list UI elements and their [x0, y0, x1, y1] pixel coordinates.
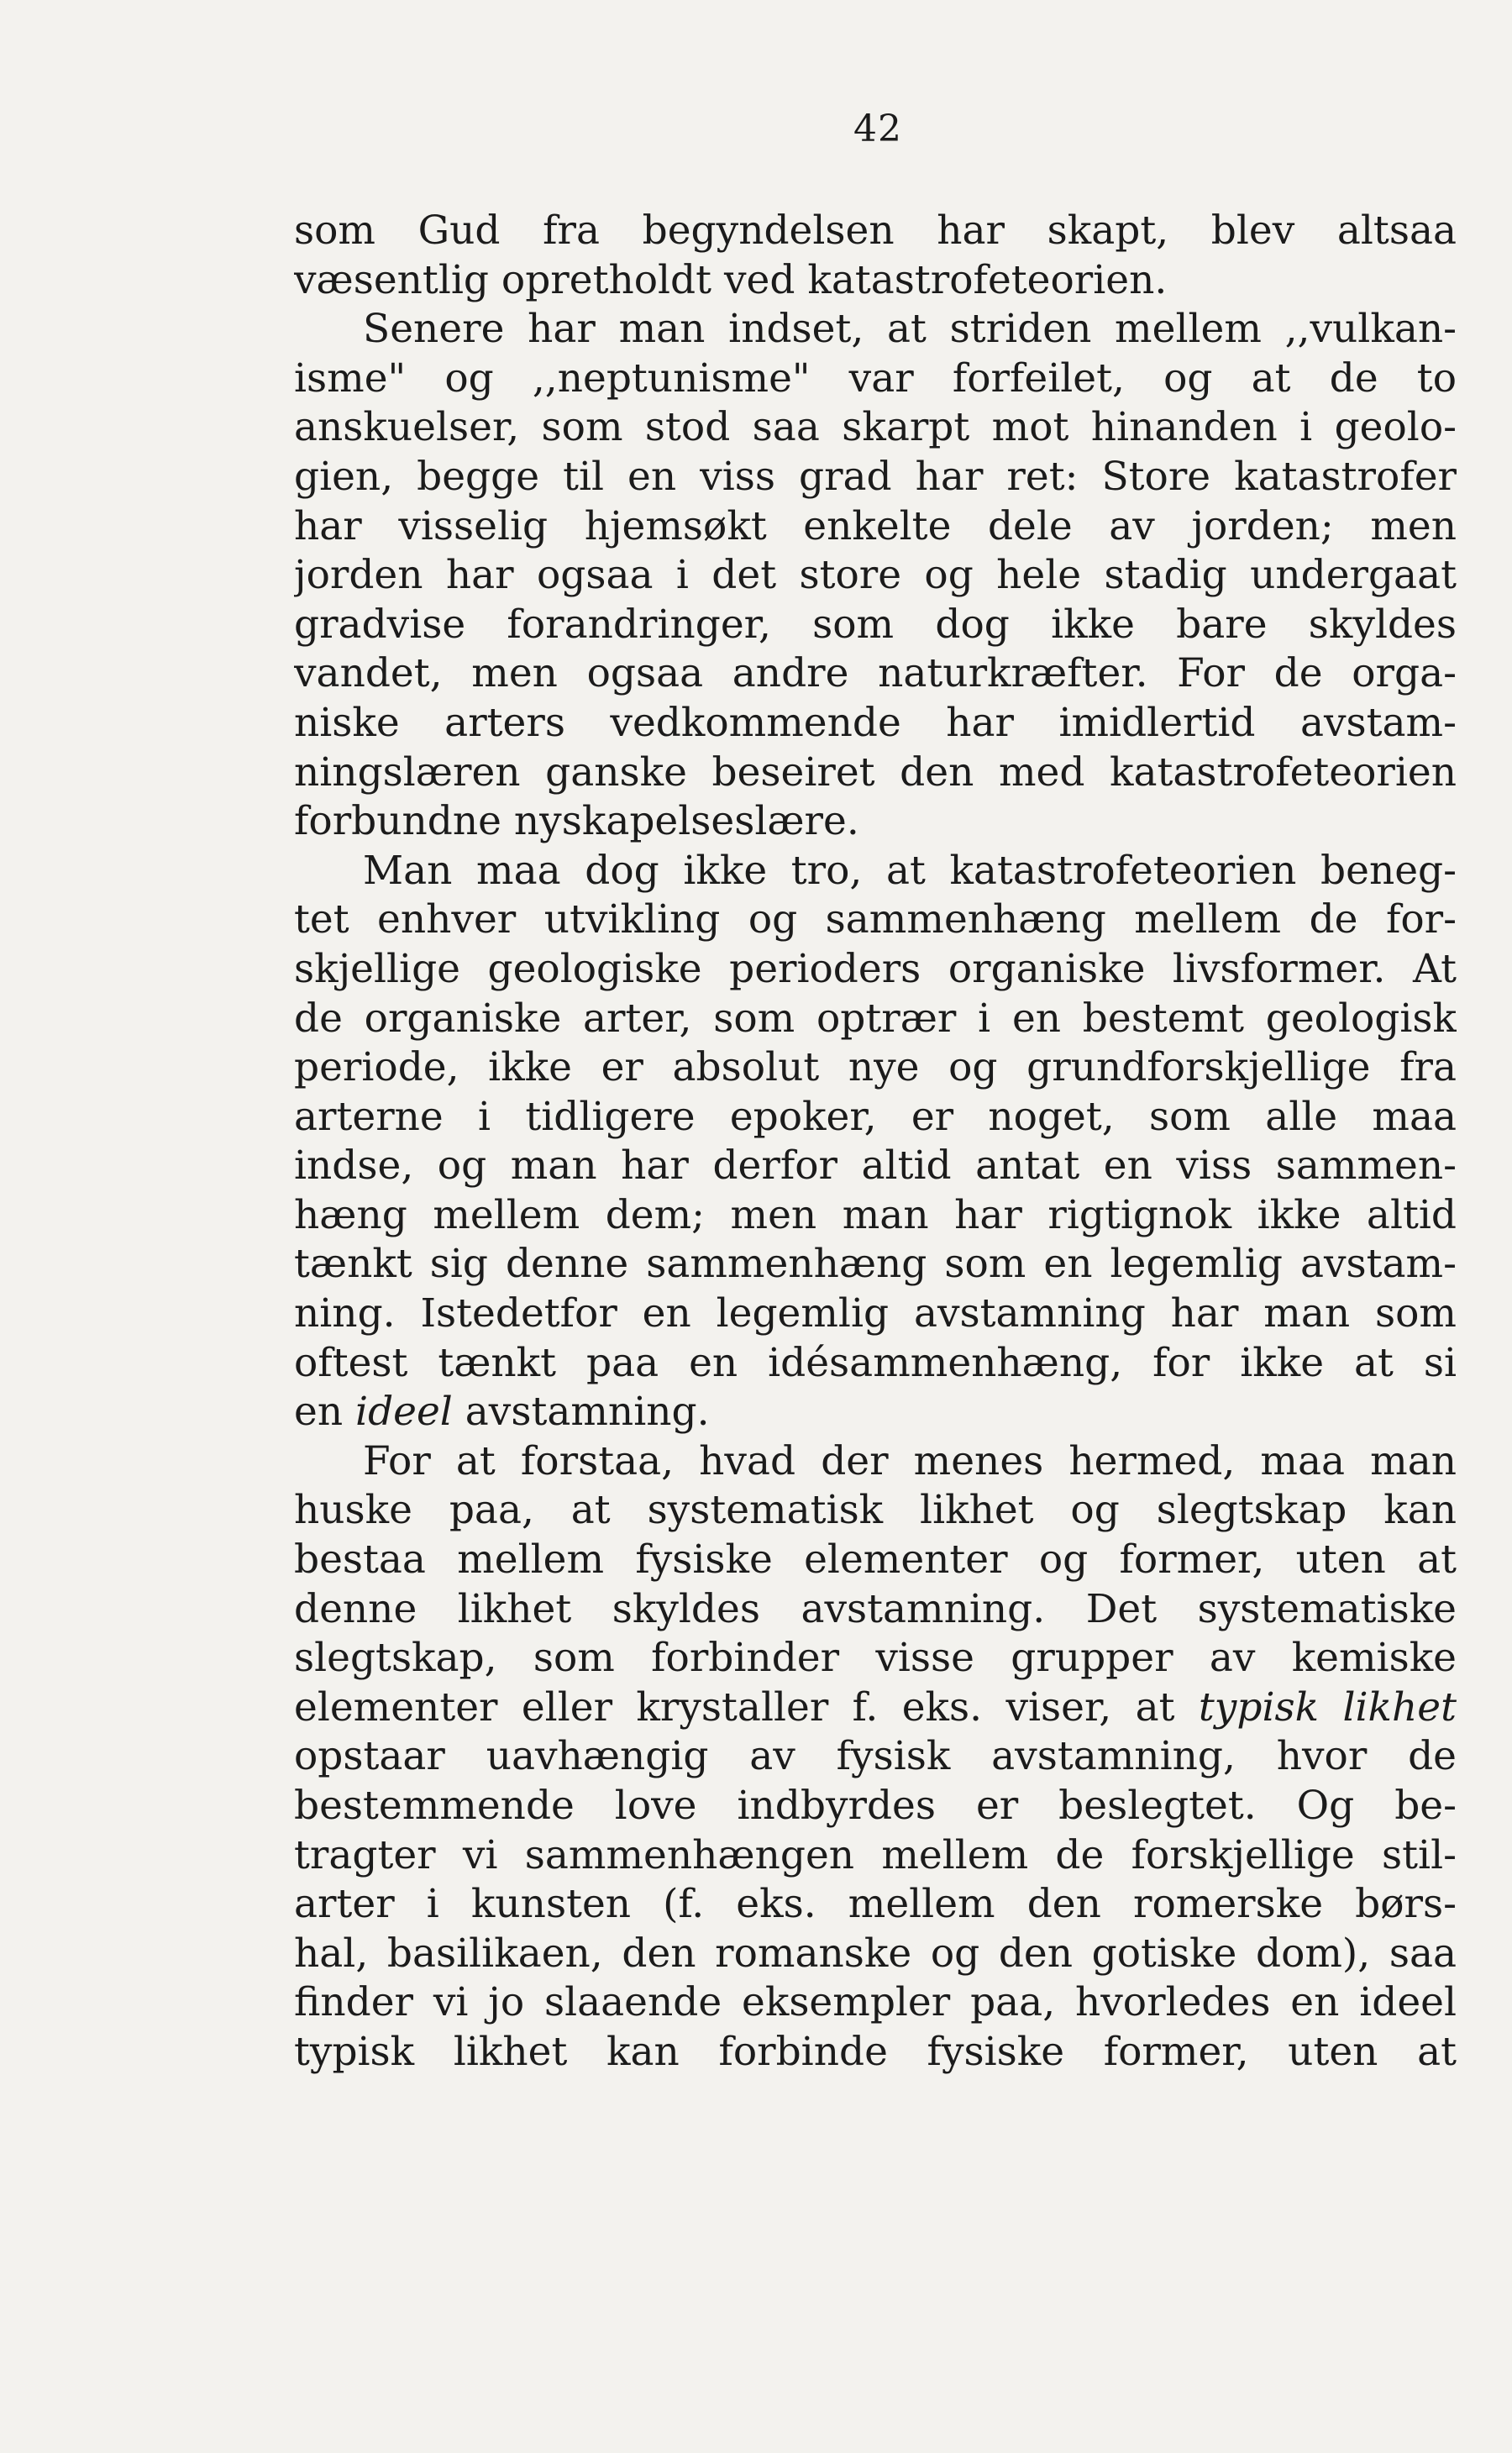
- text-line: gien, begge til en viss grad har ret: Store katastrofer: [294, 453, 1457, 500]
- text-line: For at forstaa, hvad der menes hermed, maa man: [363, 1437, 1457, 1484]
- text-line: vandet, men ogsaa andre naturkræfter. For de orga-: [294, 650, 1457, 697]
- text-line: har visselig hjemsøkt enkelte dele av jorden; men: [294, 502, 1457, 549]
- text-line: bestemmende love indbyrdes er beslegtet. Og be-: [294, 1783, 1457, 1829]
- text-line: Senere har man indset, at striden mellem ,,vulkan-: [363, 306, 1457, 353]
- body-text: [294, 207, 1457, 2077]
- text-line: oftest tænkt paa en idésammenhæng, for ikke at si: [294, 1339, 1457, 1386]
- text-run: avstamning.: [452, 1389, 710, 1436]
- page-number: 42: [853, 108, 902, 150]
- text-line: indse, og man har derfor altid antat en viss sammen-: [294, 1142, 1457, 1190]
- text-line: tet enhver utvikling og sammenhæng mellem de for-: [294, 896, 1457, 943]
- text-line: typisk likhet kan forbinde fysiske former, uten at: [294, 2028, 1457, 2075]
- text-line: arter i kunsten (f. eks. mellem den romerske børs-: [294, 1881, 1457, 1928]
- text-run: elementer eller krystaller f. eks. viser, at: [294, 1683, 1199, 1731]
- text-line: væsentlig opretholdt ved katastrofeteorien.: [294, 256, 1168, 303]
- text-line: hæng mellem dem; men man har rigtignok ikke altid: [294, 1191, 1457, 1238]
- text-line: [294, 1388, 1457, 1437]
- text-line: arterne i tidligere epoker, er noget, som alle maa: [294, 1093, 1457, 1140]
- text-line: niske arters vedkommende har imidlertid avstam-: [294, 699, 1457, 746]
- emphasized-text: ideel: [355, 1389, 453, 1436]
- text-line: isme" og ,,neptunisme" var forfeilet, og at de to: [294, 355, 1457, 402]
- text-line: Man maa dog ikke tro, at katastrofeteorien beneg-: [363, 847, 1457, 894]
- text-line: som Gud fra begyndelsen har skapt, blev altsaa: [294, 207, 1457, 254]
- text-line: [294, 1683, 1457, 1733]
- text-line: skjellige geologiske perioders organiske livsformer. At: [294, 945, 1457, 992]
- text-line: huske paa, at systematisk likhet og slegtskap kan: [294, 1487, 1457, 1534]
- text-line: slegtskap, som forbinder visse grupper av kemiske: [294, 1635, 1457, 1682]
- text-run: en: [294, 1389, 356, 1436]
- text-line: gradvise forandringer, som dog ikke bare skyldes: [294, 601, 1457, 648]
- emphasized-text: typisk likhet: [1198, 1683, 1457, 1731]
- text-line: ning. Istedetfor en legemlig avstamning har man som: [294, 1290, 1457, 1337]
- text-line: ningslæren ganske beseiret den med katastrofeteorien: [294, 749, 1457, 796]
- text-line: jorden har ogsaa i det store og hele stadig undergaat: [294, 552, 1457, 599]
- text-line: denne likhet skyldes avstamning. Det systematiske: [294, 1585, 1457, 1632]
- text-line: periode, ikke er absolut nye og grundforskjellige fra: [294, 1044, 1457, 1091]
- text-line: tænkt sig denne sammenhæng som en legemlig avstam-: [294, 1241, 1457, 1288]
- text-line: forbundne nyskapelseslære.: [294, 798, 859, 845]
- text-line: hal, basilikaen, den romanske og den gotiske dom), saa: [294, 1930, 1457, 1977]
- text-line: de organiske arter, som optrær i en bestemt geologisk: [294, 995, 1457, 1042]
- text-line: finder vi jo slaaende eksempler paa, hvorledes en ideel: [294, 1979, 1457, 2026]
- text-line: bestaa mellem fysiske elementer og former, uten at: [294, 1536, 1457, 1584]
- text-line: tragter vi sammenhængen mellem de forskjellige stil-: [294, 1831, 1457, 1878]
- text-line: opstaar uavhængig av fysisk avstamning, hvor de: [294, 1733, 1457, 1780]
- text-line: anskuelser, som stod saa skarpt mot hinanden i geolo-: [294, 404, 1457, 451]
